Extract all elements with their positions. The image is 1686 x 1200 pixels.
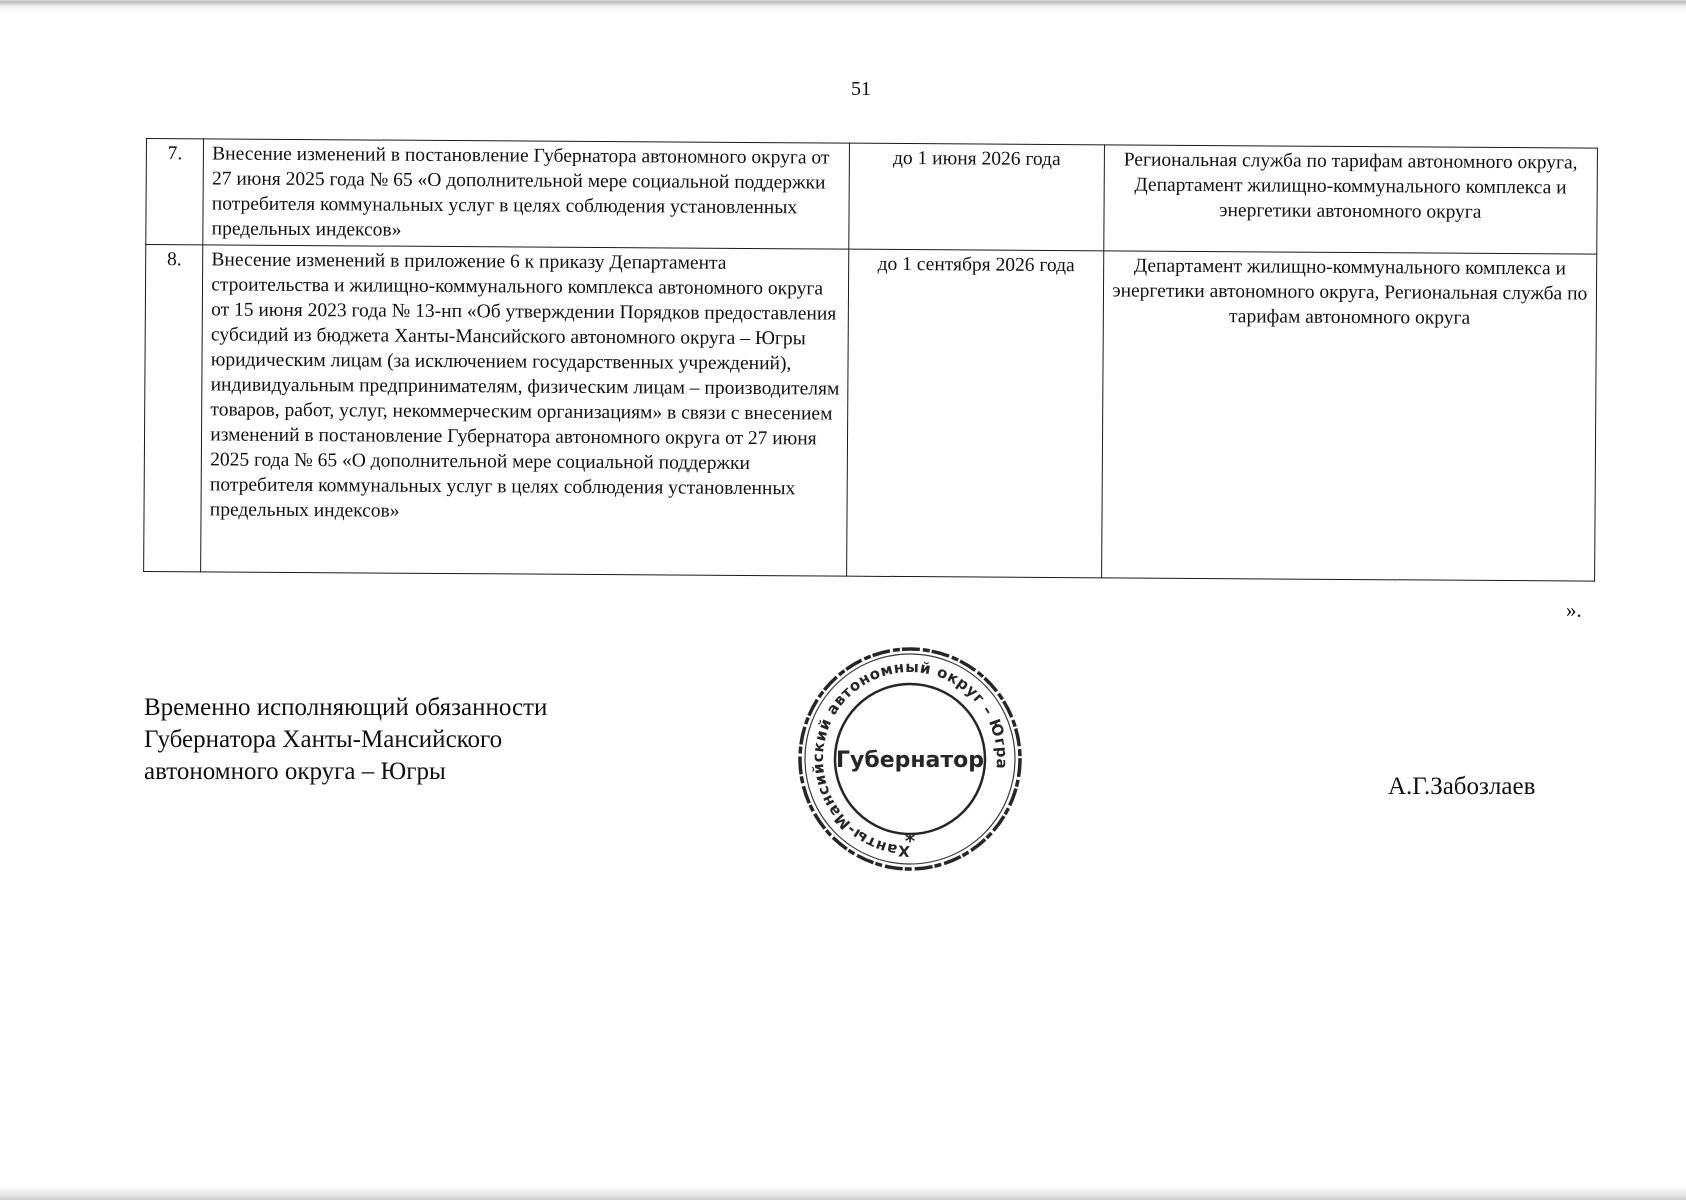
plan-table [143,138,1598,582]
scan-edge-top [0,0,1686,14]
signatory-title [144,692,547,788]
responsible-executors: Департамент жилищно-коммунального комплекса и энергетики автономного округа, Региональная служба по тарифам автономного округа [1101,251,1597,581]
signatory-name: А.Г.Забозлаев [1388,773,1536,800]
deadline: до 1 июня 2026 года [849,143,1104,251]
row-number: 8. [144,245,203,572]
seal-star: * [904,829,916,853]
measure-name: Внесение изменений в постановление Губернатора автономного округа от 27 июня 2025 года № 65 «О дополнительной мере социальной поддержки потребителя коммунальных услуг в целях соблюдения установленных предельных индексов» [203,139,850,249]
official-seal [795,644,1025,874]
signatory-title-line: автономного округа – Югры [144,758,446,785]
seal-ring-text: Ханты-Мансийский автономный округ – Югра [808,657,1012,861]
measure-name: Внесение изменений в приложение 6 к приказу Департамента строительства и жилищно-коммунального комплекса автономного округа от 15 июня 2023 года № 13-нп «Об утверждении Порядков предоставления субсидий из бюджета Ханты-Мансийского автономного округа – Югры юридическим лицам (за исключением государственных учреждений), индивидуальным предпринимателям, физическим лицам – производителям товаров, работ, услуг, некоммерческим организациям» в связи с внесением изменений в постановление Губернатора автономного округа от 27 июня 2025 года № 65 «О дополнительной мере социальной поддержки потребителя коммунальных услуг в целях соблюдения установленных предельных индексов» [201,245,849,576]
signatory-title-line: Губернатора Ханты-Мансийского [144,726,503,753]
table-row [146,139,1598,255]
table-row [144,245,1597,582]
seal-center-text: Губернатор [835,748,985,773]
signatory-title-line: Временно исполняющий обязанности [144,694,548,721]
deadline: до 1 сентября 2026 года [847,249,1103,578]
row-number: 7. [146,139,204,245]
responsible-executors: Региональная служба по тарифам автономного округа, Департамент жилищно-коммунального комплекса и энергетики автономного округа [1103,145,1597,254]
scan-edge-bottom [0,1186,1686,1200]
page-number: 51 [851,78,871,100]
closing-quote: ». [1566,598,1582,622]
